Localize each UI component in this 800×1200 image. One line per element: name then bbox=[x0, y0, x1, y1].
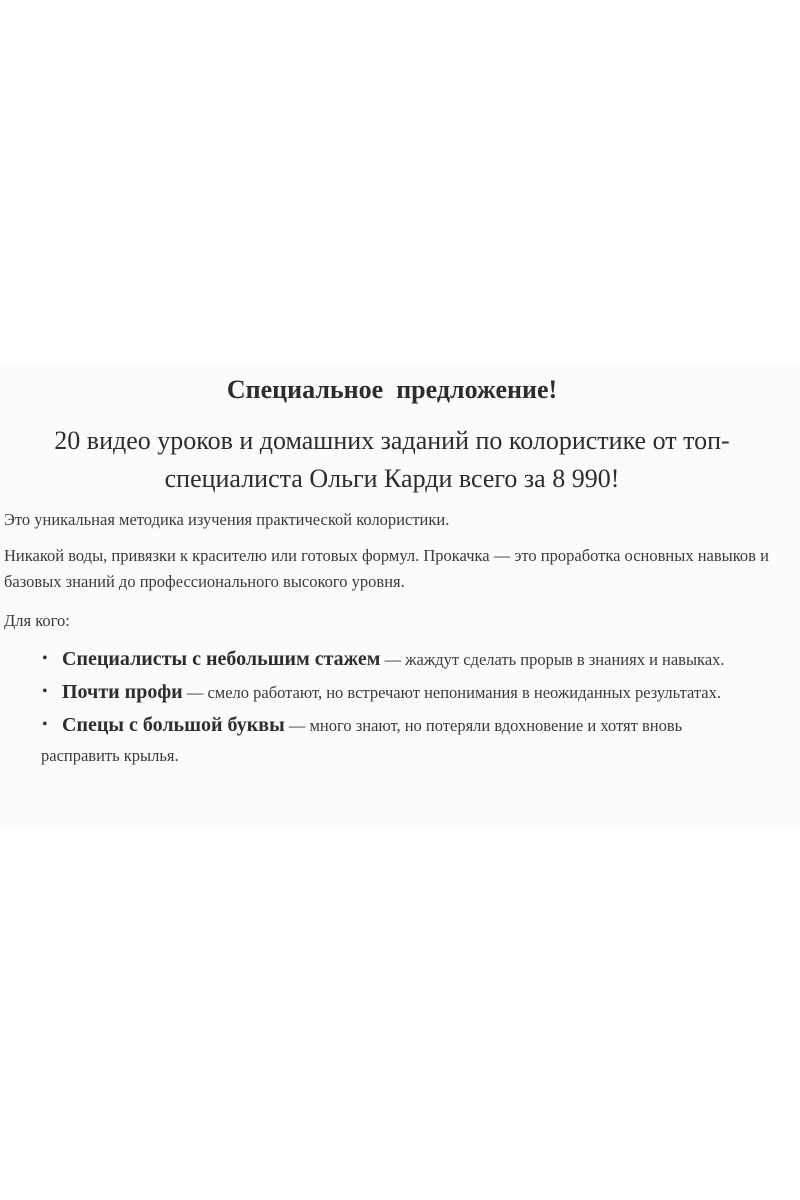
list-item bbox=[0, 710, 756, 771]
bullet-icon: • bbox=[42, 683, 48, 700]
offer-title: Специальное предложение! bbox=[226, 375, 558, 404]
list-item-text: — много знают, но потеряли вдохновение и хотят вновь расправить крылья. bbox=[41, 716, 683, 765]
offer-subtitle: 20 видео уроков и домашних заданий по колористике от топ-специалиста Ольги Карди всего за 8 990! bbox=[54, 426, 730, 493]
special-offer-section bbox=[0, 366, 800, 828]
list-item-title: Специалисты с небольшим стажем bbox=[62, 648, 381, 670]
audience-heading: Для кого: bbox=[4, 611, 70, 630]
audience-list bbox=[0, 644, 800, 773]
list-item-text: — смело работают, но встречают непонимания в неожиданных результатах. bbox=[182, 683, 721, 702]
list-item bbox=[0, 677, 756, 708]
list-item-text: — жаждут сделать прорыв в знаниях и навыках. bbox=[380, 650, 725, 669]
list-item-title: Почти профи bbox=[62, 681, 183, 703]
description-paragraph: Никакой воды, привязки к красителю или готовых формул. Прокачка — это проработка основных навыков и базовых знаний до профессионального высокого уровня. bbox=[4, 546, 769, 591]
list-item-title: Спецы с большой буквы bbox=[62, 714, 285, 736]
bullet-icon: • bbox=[42, 650, 48, 667]
bullet-icon: • bbox=[42, 716, 48, 733]
description-paragraph: Это уникальная методика изучения практической колористики. bbox=[4, 510, 450, 529]
list-item bbox=[0, 644, 756, 675]
